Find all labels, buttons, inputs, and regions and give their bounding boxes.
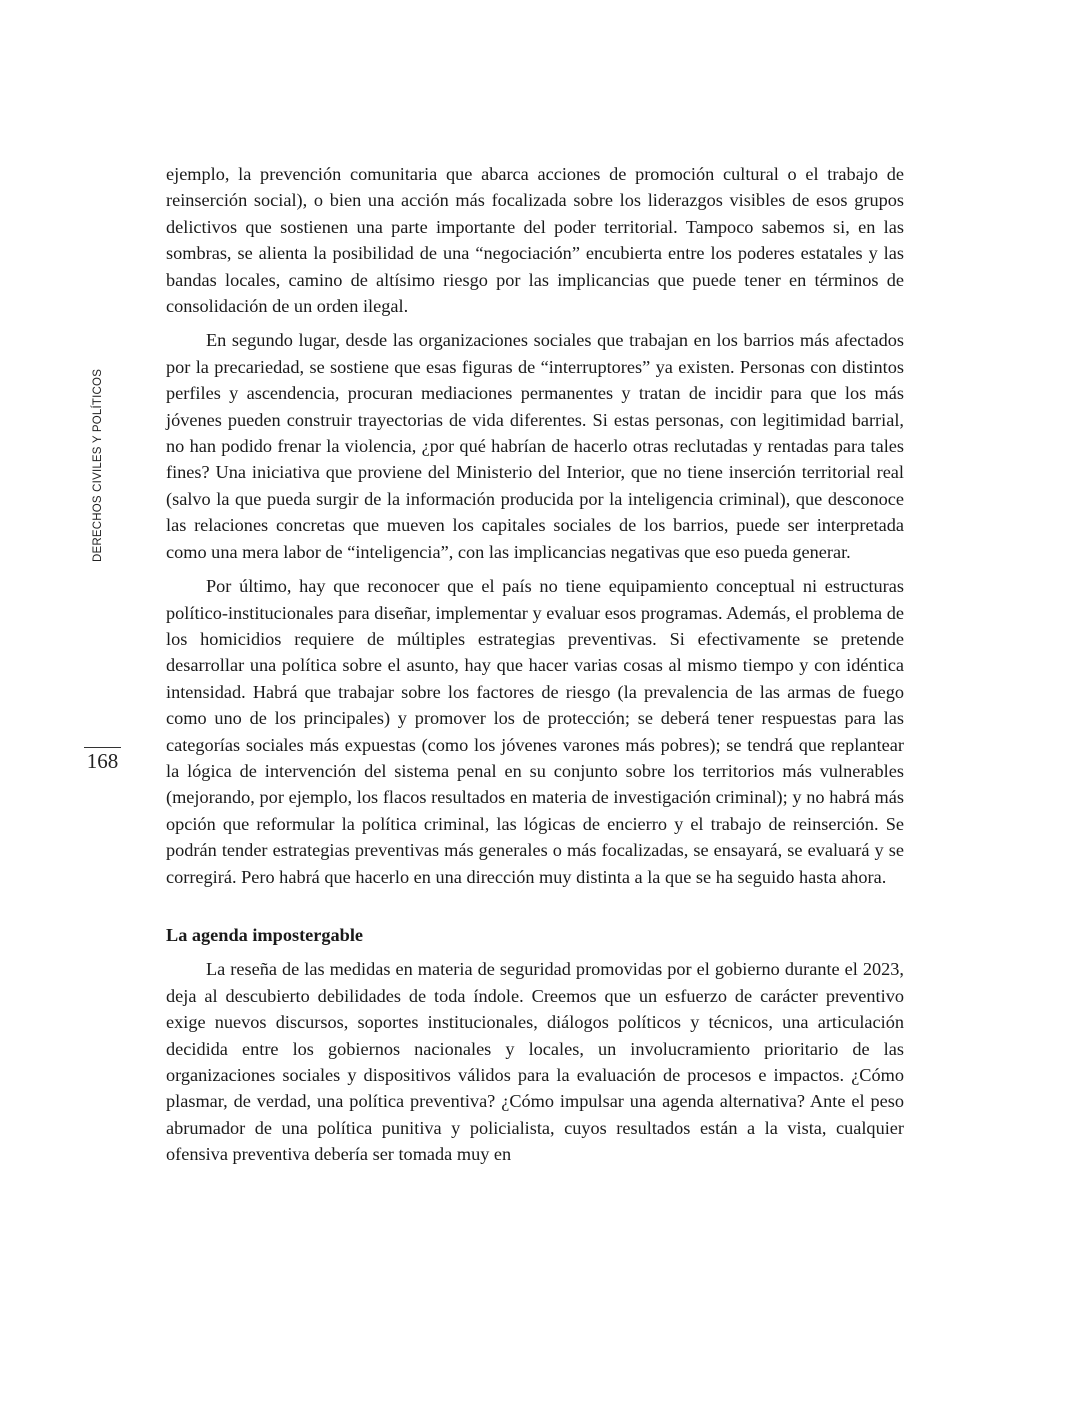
page-number-rule (84, 747, 121, 748)
body-text (166, 161, 904, 1176)
paragraph: Por último, hay que reconocer que el país no tiene equipamiento conceptual ni estructuras político-institucionales para diseñar, implementar y evaluar esos programas. Además, el problema de los homicidios requiere de múltiples estrategias preventivas. Si efectivamente se pretende desarrollar una política sobre el asunto, hay que hacer varias cosas al mismo tiempo y con idéntica intensidad. Habrá que trabajar sobre los factores de riesgo (la prevalencia de las armas de fuego como uno de los principales) y promover los de protección; se deberá tener respuestas para las categorías sociales más expuestas (como los jóvenes varones más pobres); se tendrá que replantear la lógica de intervención del sistema penal en su conjunto sobre los territorios más vulnerables (mejorando, por ejemplo, los flacos resultados en materia de investigación criminal); y no habrá más opción que reformular la política criminal, las lógicas de encierro y el trabajo de reinserción. Se podrán tender estrategias preventivas más generales o más focalizadas, se ensayará, se evaluará y se corregirá. Pero habrá que hacerlo en una dirección muy distinta a la que se ha seguido hasta ahora. (166, 576, 904, 887)
running-header: DERECHOS CIVILES Y POLÍTICOS (92, 368, 104, 562)
paragraph: En segundo lugar, desde las organizaciones sociales que trabajan en los barrios más afectados por la precariedad, se sostiene que esas figuras de “interruptores” ya existen. Personas con distintos perfiles y ascendencia, procuran mediaciones permanentes y tratan de incidir para que los más jóvenes pueden construir trayectorias de vida diferentes. Si estas personas, con legitimidad barrial, no han podido frenar la violencia, ¿por qué habrían de hacerlo otras reclutadas y rentadas para tales fines? Una iniciativa que proviene del Ministerio del Interior, que no tiene inserción territorial real (salvo la que pueda surgir de la información producida por la inteligencia criminal), que desconoce las relaciones concretas que mueven los capitales sociales de los barrios, puede ser interpretada como una mera labor de “inteligencia”, con las implicancias negativas que eso pueda generar. (166, 330, 904, 562)
paragraph: La reseña de las medidas en materia de seguridad promovidas por el gobierno durante el 2023, deja al descubierto debilidades de toda índole. Creemos que un esfuerzo de carácter preventivo exige nuevos discursos, soportes institucionales, diálogos políticos y técnicos, una articulación decidida entre los gobiernos nacionales y locales, un involucramiento prioritario de las organizaciones sociales y dispositivos válidos para la evaluación de procesos e impactos. ¿Cómo plasmar, de verdad, una política preventiva? ¿Cómo impulsar una agenda alternativa? Ante el peso abrumador de una política punitiva y policialista, cuyos resultados están a la vista, cualquier ofensiva preventiva debería ser tomada muy en (166, 959, 904, 1165)
page-number: 168 (86, 749, 119, 773)
section-heading: La agenda impostergable (166, 924, 364, 945)
paragraph-continuation: ejemplo, la prevención comunitaria que abarca acciones de promoción cultural o el trabajo de reinserción social), o bien una acción más focalizada sobre los liderazgos visibles de esos grupos delictivos que sostienen una parte importante del poder territorial. Tampoco sabemos si, en las sombras, se alienta la posibilidad de una “negociación” encubierta entre los poderes estatales y las bandas locales, camino de altísimo riesgo por las implicancias que puede tener en términos de consolidación de un orden ilegal. (166, 164, 904, 317)
